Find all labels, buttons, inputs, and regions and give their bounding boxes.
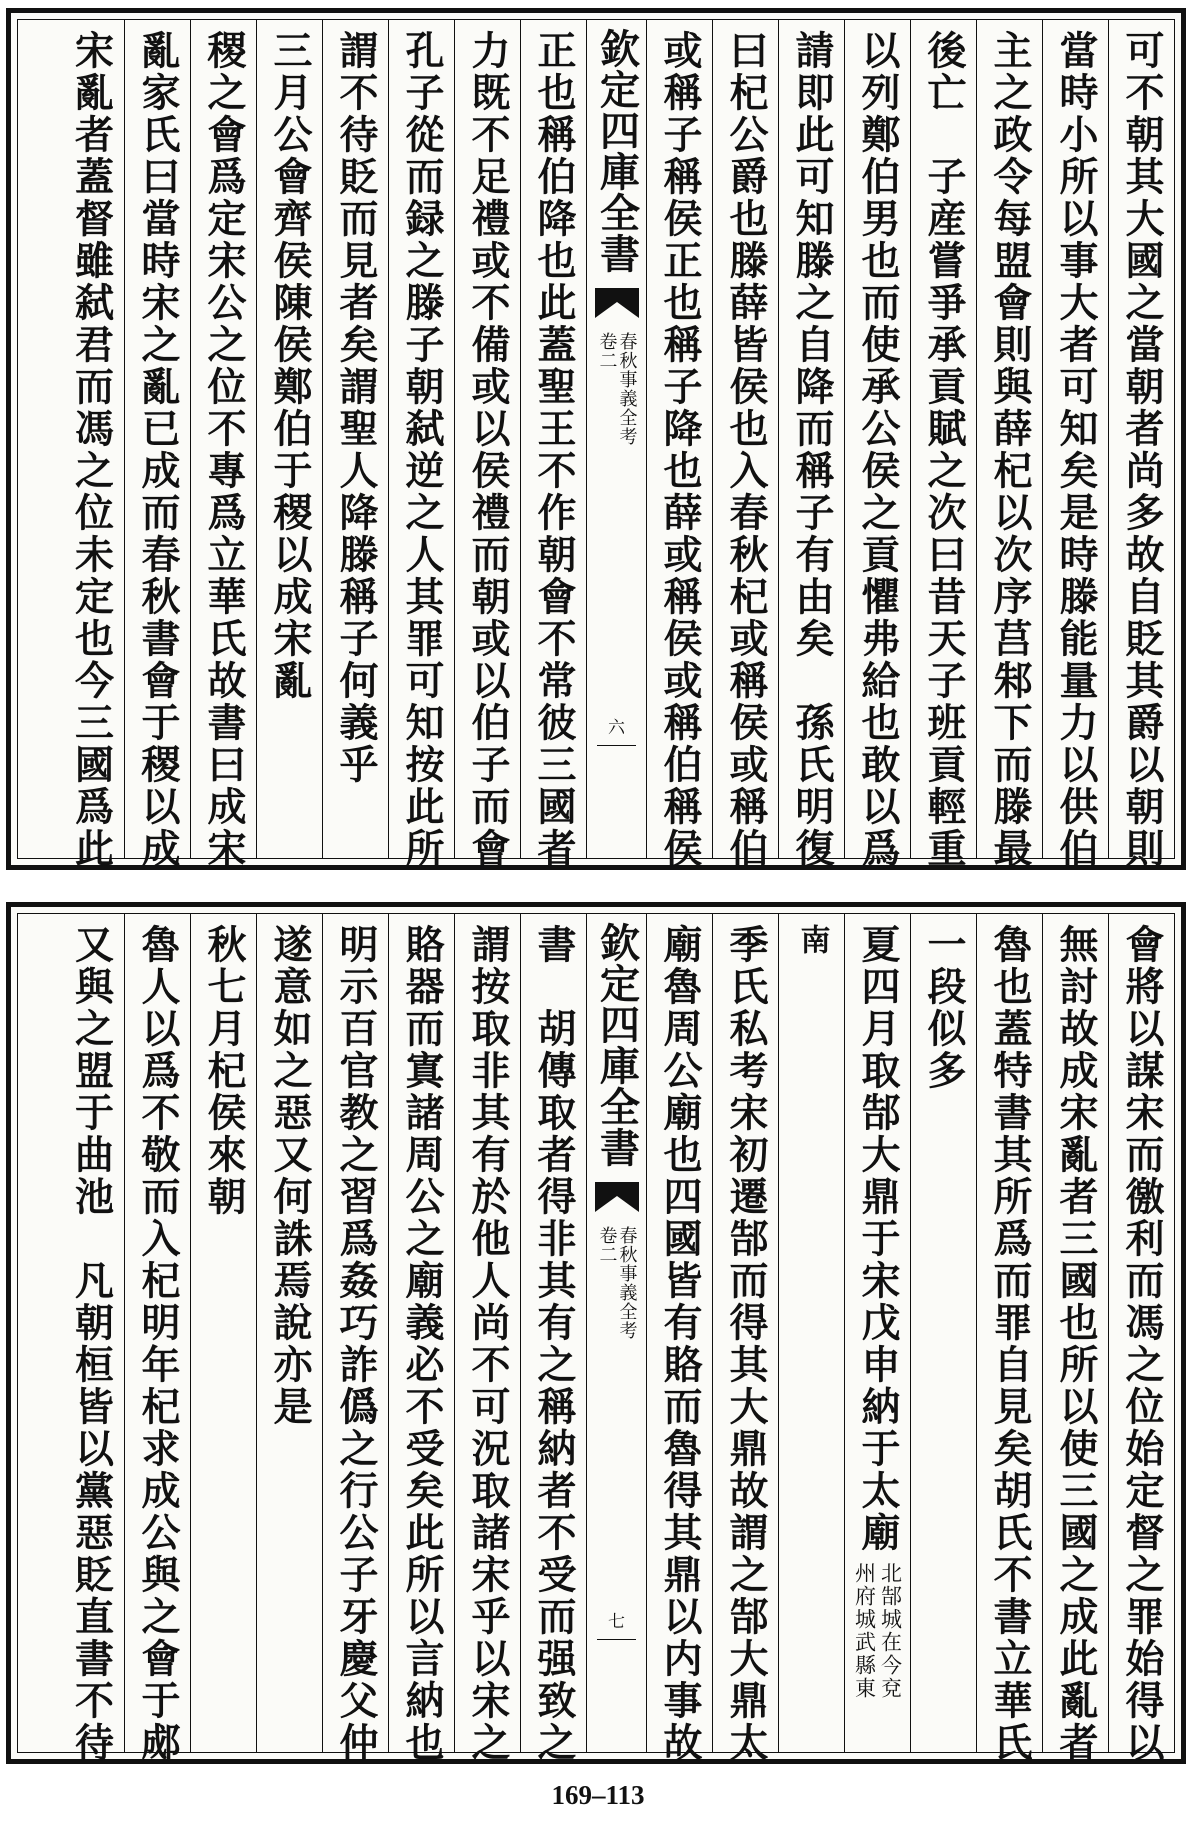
column-text: 力既不足禮或不備或以侯禮而朝或以伯子而會 [465,30,511,870]
text-column [646,20,712,870]
text-column [712,20,778,870]
text-column [910,20,976,870]
divider [597,745,636,746]
text-column [1042,20,1108,870]
text-column [124,914,190,1764]
text-column [778,20,844,870]
column-text: 孔子從而録之滕子朝弑逆之人其罪可知按此所 [399,30,445,870]
work-title: 春秋事義全考 [616,332,638,446]
text-column [322,914,388,1764]
column-text: 季氏私考宋初遷郜而得其大鼎故謂之郜大鼎太 [723,924,769,1764]
column-text: 又與之盟于曲池 凡朝桓皆以黨惡貶直書不待 [68,924,115,1764]
text-column-with-note [844,914,910,1752]
text-column [256,914,322,1752]
center-fold-column [586,20,646,858]
column-text: 謂按取非其有於他人尚不可況取諸宋乎以宋之 [465,924,511,1764]
column-text: 正也稱伯降也此蓋聖王不作朝會不常彼三國者 [531,30,577,870]
interlinear-note [853,1562,901,1700]
column-text: 魯也蓋特書其所爲而罪自見矣胡氏不書立華氏 [987,924,1033,1764]
column-text: 南 [794,924,830,957]
text-column [124,20,190,870]
book-title: 欽定四庫全書 [593,28,641,274]
text-column [712,914,778,1764]
text-column [520,914,586,1764]
text-column [646,914,712,1764]
bottom-page [6,902,1186,1764]
bottom-page-columns [18,914,1174,1764]
text-column [976,20,1042,870]
column-text: 會將以謀宋而徼利而馮之位始定督之罪始得以 [1119,924,1165,1764]
text-column [454,20,520,870]
column-text: 夏四月取郜大鼎于宋戊申納于太廟 [855,924,901,1554]
work-title: 春秋事義全考 [616,1226,638,1340]
note-line: 州府城武縣東 [852,1562,877,1700]
text-column [976,914,1042,1764]
text-column [190,914,256,1752]
volume-label: 卷二 [596,1226,618,1264]
center-fold-column [586,914,646,1752]
text-column [256,20,322,858]
column-text: 請即此可知滕之自降而稱子有由矣 孫氏明復 [789,30,835,870]
leaf-number: 七 [608,1612,625,1632]
column-text: 遂意如之惡又何誅焉說亦是 [267,924,313,1428]
book-title: 欽定四庫全書 [593,922,641,1168]
column-text: 無討故成宋亂者三國也所以使三國之成此亂者 [1053,924,1099,1764]
text-column [1042,914,1108,1764]
text-column [388,20,454,870]
volume-label: 卷二 [596,332,618,370]
top-page-columns [18,20,1174,870]
fishtail-mark-icon [595,288,639,318]
text-column [388,914,454,1764]
column-text: 或稱子稱侯正也稱子降也薛或稱侯或稱伯稱侯 [657,30,703,870]
column-text: 以列鄭伯男也而使承公侯之貢懼弗給也敢以爲 [855,30,901,870]
column-text: 賂器而寘諸周公之廟義必不受矣此所以言納也 [399,924,445,1764]
column-text: 曰杞公爵也滕薛皆侯也入春秋杞或稱侯或稱伯 [723,30,769,870]
text-column [58,914,124,1764]
column-text: 明示百官教之習爲姦巧詐僞之行公子牙慶父仲 [333,924,379,1764]
leaf-number: 六 [608,718,625,738]
column-text: 魯人以爲不敬而入杞明年杞求成公與之會于郕 [135,924,181,1764]
column-text: 秋七月杞侯來朝 [201,924,247,1218]
text-column [1108,20,1174,870]
text-column [844,20,910,870]
column-text: 稷之會爲定宋公之位不專爲立華氏故書曰成宋 [201,30,247,870]
center-subtitle [598,332,636,446]
text-column [520,20,586,870]
column-text: 謂不待貶而見者矣謂聖人降滕稱子何義乎 [333,30,379,786]
text-column [322,20,388,858]
center-subtitle [598,1226,636,1340]
column-text: 當時小所以事大者可知矣是時滕能量力以供伯 [1053,30,1099,870]
column-text: 可不朝其大國之當朝者尚多故自貶其爵以朝則 [1119,30,1165,870]
text-column [1108,914,1174,1764]
column-text: 後亡 子産嘗爭承貢賦之次曰昔天子班貢輕重 [921,30,967,870]
text-column [454,914,520,1764]
text-column [910,914,976,1752]
page-number: 169–113 [551,1780,645,1810]
text-column [58,20,124,870]
column-text: 主之政令每盟會則與薛杞以次序莒邾下而滕最 [987,30,1033,870]
divider [597,1639,636,1640]
text-column [778,914,844,1752]
fishtail-mark-icon [595,1182,639,1212]
note-line: 北郜城在今兗 [878,1562,903,1700]
column-text: 一段似多 [921,924,967,1092]
column-text: 三月公會齊侯陳侯鄭伯于稷以成宋亂 [267,30,313,702]
column-text: 宋亂者蓋督雖弑君而馮之位未定也今三國爲此 [68,30,115,870]
column-text: 書 胡傳取者得非其有之稱納者不受而强致之 [531,924,577,1764]
column-text: 廟魯周公廟也四國皆有賂而魯得其鼎以内事故 [657,924,703,1764]
top-page [6,8,1186,870]
text-column [190,20,256,870]
column-text: 亂家氏曰當時宋之亂已成而春秋書會于稷以成 [135,30,181,870]
